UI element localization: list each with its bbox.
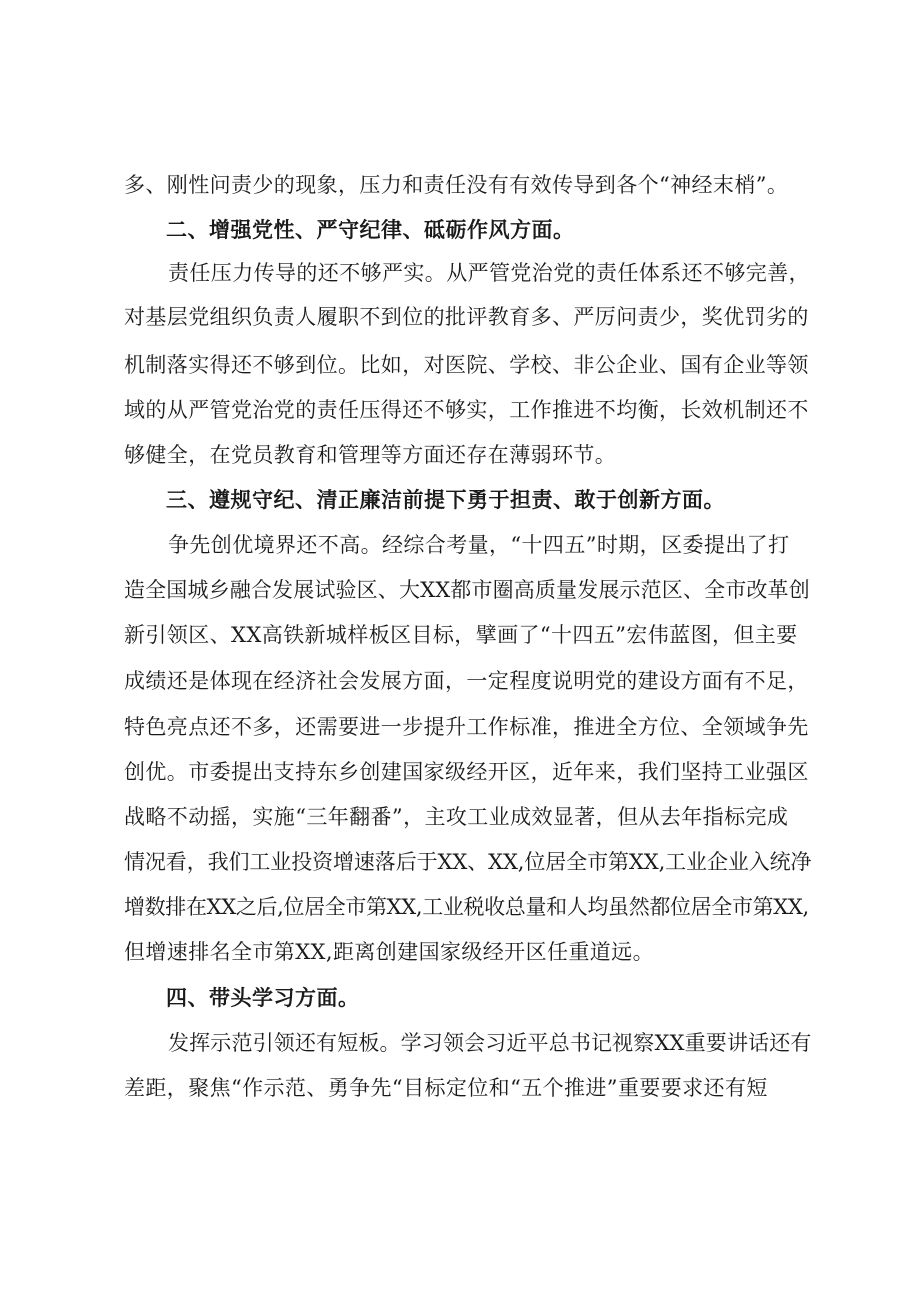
paragraph-line: 新引领区、XX高铁新城样板区目标，擘画了“十四五”宏伟蓝图，但主要 xyxy=(124,623,798,647)
paragraph-line: 创优。市委提出支持东乡创建国家级经开区，近年来，我们坚持工业强区 xyxy=(124,760,809,784)
paragraph-line: 造全国城乡融合发展试验区、大XX都市圈高质量发展示范区、全市改革创 xyxy=(124,578,810,602)
paragraph-line: 机制落实得还不够到位。比如，对医院、学校、非公企业、国有企业等领 xyxy=(124,353,809,377)
paragraph-line: 但增速排名全市第XX,距离创建国家级经开区任重道远。 xyxy=(124,940,654,964)
paragraph-line: 对基层党组织负责人履职不到位的批评教育多、严厉问责少，奖优罚劣的 xyxy=(124,305,809,329)
paragraph-line: 够健全，在党员教育和管理等方面还存在薄弱环节。 xyxy=(124,443,617,467)
paragraph-line: 发挥示范引领还有短板。学习领会习近平总书记视察XX重要讲话还有 xyxy=(168,1031,812,1055)
paragraph-line: 战略不动摇，实施“三年翻番”，主攻工业成效显著，但从去年指标完成 xyxy=(124,805,789,829)
paragraph-line: 域的从严管党治党的责任压得还不够实，工作推进不均衡，长效机制还不 xyxy=(124,398,809,422)
paragraph-line: 差距，聚焦“作示范、勇争先“目标定位和“五个推进”重要要求还有短 xyxy=(124,1076,768,1100)
paragraph-line: 争先创优境界还不高。经综合考量，“十四五”时期，区委提出了打 xyxy=(168,533,790,557)
paragraph-line: 情况看，我们工业投资增速落后于XX、XX,位居全市第XX,工业企业入统净 xyxy=(124,850,812,874)
paragraph-line: 成绩还是体现在经济社会发展方面，一定程度说明党的建设方面有不足， xyxy=(124,669,809,693)
paragraph-line: 多、刚性问责少的现象，压力和责任没有有效传导到各个“神经末梢”。 xyxy=(124,173,789,197)
paragraph-line: 责任压力传导的还不够严实。从严管党治党的责任体系还不够完善， xyxy=(168,261,810,285)
paragraph-line: 特色亮点还不多，还需要进一步提升工作标准，推进全方位、全领域争先 xyxy=(124,715,809,739)
section-heading-4: 四、带头学习方面。 xyxy=(166,986,360,1010)
paragraph-line: 增数排在XX之后,位居全市第XX,工业税收总量和人均虽然都位居全市第XX, xyxy=(124,895,809,919)
section-heading-3: 三、遵规守纪、清正廉洁前提下勇于担责、敢于创新方面。 xyxy=(166,488,725,512)
section-heading-2: 二、增强党性、严守纪律、砥砺作风方面。 xyxy=(166,218,575,242)
